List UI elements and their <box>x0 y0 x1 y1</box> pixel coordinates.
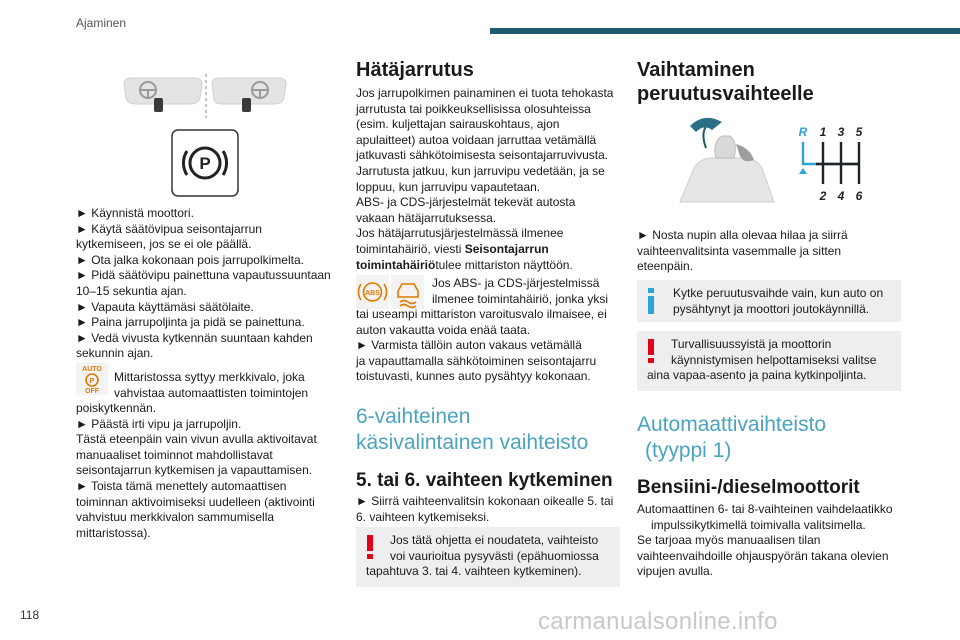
text-line: mittaristossa). <box>76 525 151 540</box>
warning-text-cont <box>366 564 618 580</box>
text-line: aina vapaa-asento ja paina kytkinpoljinta. <box>647 368 867 382</box>
warning-text-cont <box>647 368 899 384</box>
gear-pattern-diagram <box>796 124 868 204</box>
gear-label-r: R <box>798 125 808 139</box>
heading-emergency-braking: Hätäjarrutus <box>356 59 474 81</box>
text-line: ► Päästä irti vipu ja jarrupoljin. <box>76 416 242 431</box>
gear-label-1: 1 <box>819 125 827 139</box>
text-line: jatkuvasti sähkötoimisesta seisontajarruvivusta. <box>356 148 609 163</box>
warning-icon <box>646 339 656 363</box>
heading-line: peruutusvaihteelle <box>637 83 814 105</box>
text-line: Jos ABS- ja CDS-järjestelmissä <box>432 276 600 290</box>
text-line: toiminnan aktivoimiseksi uudelleen (aktivointi <box>76 494 315 509</box>
text-line <box>356 242 622 258</box>
text-line: apulaitteet) autoa voidaan jarruttaa vetämällä <box>356 132 597 147</box>
svg-text:P: P <box>199 154 211 173</box>
text-line: 10–15 sekuntia ajan. <box>76 283 187 298</box>
text-line: eteenpäin. <box>637 259 694 274</box>
text-line: ► Käytä säätövipua seisontajarrun <box>76 221 262 236</box>
col3-body <box>637 228 907 275</box>
col1-icon-note <box>114 370 336 401</box>
wheel-left-icon <box>124 78 202 112</box>
text-line: vahvistaa automaattisten toimintojen <box>114 385 309 400</box>
text-line: ► Pidä säätövipu painettuna vapautussuuntaan <box>76 268 331 283</box>
heading-5th-6th-gear: 5. tai 6. vaihteen kytkeminen <box>356 470 613 491</box>
heading-line: Automaattivaihteisto <box>637 413 827 436</box>
warning-box-gear <box>356 527 620 587</box>
text-line: Jos jarrupolkimen painaminen ei tuota tehokasta <box>356 86 614 100</box>
wheel-right-icon <box>212 78 286 112</box>
text-line: ► Siirrä vaihteenvalitsin kokonaan oikealle 5. tai <box>356 494 614 508</box>
text-line: Jarrutusta jatkuu, kun jarruvipu vedetään, ja se <box>356 163 605 178</box>
text-line: ► Paina jarrupoljinta ja pidä se painettuna. <box>76 315 305 330</box>
text-line: sekunnin ajan. <box>76 346 154 361</box>
page-number: 118 <box>20 608 40 622</box>
gear-label-5: 5 <box>855 125 863 139</box>
text-line: ► Vedä vivusta kytkennän suuntaan kahden <box>76 330 313 345</box>
bold-message: Seisontajarrun <box>464 241 549 256</box>
heading-petrol-diesel: Bensiini-/dieselmoottorit <box>637 477 860 498</box>
text-line: (esim. kuljettajan sairauskohtaus, ajon <box>356 117 560 132</box>
text-line: jarrutusta tai poikkeuksellisissa olosuhteissa <box>356 101 591 116</box>
auto-off-icon <box>76 363 108 395</box>
text-line: ABS- ja CDS-järjestelmät tekevät autosta <box>356 195 576 210</box>
text-line <box>356 258 622 274</box>
col3-sub <box>637 502 912 580</box>
svg-text:P: P <box>89 378 95 385</box>
heading-line: käsivalintainen vaihteisto <box>356 431 589 454</box>
text-line: poiskytkennän. <box>76 401 157 415</box>
text-line: käynnistymisen helpottamiseksi valitse <box>671 352 877 367</box>
abs-note <box>432 276 622 307</box>
text-line: Kytke peruutusvaihde vain, kun auto on <box>673 286 884 300</box>
text-line: vipujen avulla. <box>637 564 714 579</box>
warning-icon <box>365 535 375 559</box>
header-bar <box>490 28 960 34</box>
warning-text <box>390 533 618 564</box>
col1-after <box>76 401 338 541</box>
gear-label-3: 3 <box>837 125 845 139</box>
heading-reverse-gear <box>637 58 907 106</box>
text-line: auton vakautta voida enää taata. <box>356 322 531 337</box>
text-line: Mittaristossa syttyy merkkivalo, joka <box>114 370 305 384</box>
heading-line: 6-vaihteinen <box>356 405 471 428</box>
text-line: vaihteenvaihdoille ohjauspyörän takana olevien <box>637 548 889 563</box>
text-line: ► Ota jalka kokonaan pois jarrupolkimelta. <box>76 252 304 267</box>
col2-body <box>356 86 622 273</box>
text-line: ► Käynnistä moottori. <box>76 206 194 220</box>
text-line: voi vaurioitua pysyvästi (epähuomiossa <box>390 548 599 563</box>
abs-cds-icons <box>356 275 424 309</box>
info-box-reverse <box>637 280 901 322</box>
text-line: Jos hätäjarrutusjärjestelmässä ilmenee <box>356 226 564 241</box>
svg-text:ABS: ABS <box>365 290 380 297</box>
parking-brake-icon <box>171 129 239 197</box>
text-line: ilmenee toimintahäiriö, jonka yksi <box>432 291 609 306</box>
text-line: manuaaliset toiminnot mahdollistavat <box>76 447 273 462</box>
text-line: vahvistuu merkkivalon sammumisella <box>76 510 275 525</box>
text-line: loppuu, kun jarruvipu vapautetaan. <box>356 179 541 194</box>
text-line: Tästä eteenpäin vain vivun avulla aktivoitavat <box>76 432 317 447</box>
col2-sub <box>356 494 626 525</box>
col2-rest <box>356 307 622 385</box>
text-line: tapahtuva 3. tai 4. vaihteen kytkeminen). <box>366 564 582 578</box>
text-line: vakaan hätäjarrutuksessa. <box>356 210 497 225</box>
auto-label: AUTO <box>82 366 102 373</box>
heading-line: (tyyppi 1) <box>645 439 732 462</box>
text-line: toistuvasti, kunnes auto pysähtyy kokonaan. <box>356 369 591 384</box>
text-line: tai useampi mittariston varoitusvalo ilmaisee, ei <box>356 307 607 321</box>
gear-label-6: 6 <box>855 189 863 203</box>
text-line: Se tarjoaa myös manuaalisen tilan <box>637 533 821 548</box>
text-span: toimintahäiriö, viesti <box>356 241 465 256</box>
text-line: Jos tätä ohjetta ei noudateta, vaihteisto <box>390 533 599 547</box>
heading-line: Vaihtaminen <box>637 59 755 81</box>
heading-automatic-gearbox <box>637 412 907 464</box>
warning-text <box>671 337 899 368</box>
gear-lever-illustration <box>660 112 780 208</box>
heading-manual-gearbox <box>356 404 626 456</box>
text-line: pysähtynyt ja moottori joutokäynnillä. <box>673 301 870 316</box>
warning-box-reverse <box>637 331 901 391</box>
text-span: tulee mittariston näyttöön. <box>435 257 573 272</box>
info-icon <box>647 288 655 314</box>
text-line: impulssikytkimellä toimivalla valitsimella. <box>651 517 866 532</box>
text-line: kytkemiseen, jos se ei ole päällä. <box>76 237 252 252</box>
text-line: ► Nosta nupin alla olevaa hilaa ja siirrä <box>637 228 848 242</box>
bold-message: toimintahäiriö <box>356 257 436 272</box>
text-line: 6. vaihteen kytkemiseksi. <box>356 509 490 524</box>
lever-illustration <box>118 72 288 122</box>
col1-steps <box>76 206 338 362</box>
section-title: Ajaminen <box>76 16 127 30</box>
info-text <box>673 286 899 317</box>
gear-label-2: 2 <box>819 189 827 203</box>
watermark: carmanualsonline.info <box>538 608 778 635</box>
text-line: vaihteenvalitsinta vasemmalle ja sitten <box>637 243 842 258</box>
text-line: ja vapauttamalla sähkötoiminen seisontajarru <box>356 353 597 368</box>
text-line: ► Vapauta käyttämäsi säätölaite. <box>76 299 254 314</box>
text-line: ► Varmista tällöin auton vakaus vetämällä <box>356 338 582 353</box>
text-line: Turvallisuussyistä ja moottorin <box>671 337 832 351</box>
text-line: Automaattinen 6- tai 8-vaihteinen vaihdelaatikko <box>637 502 893 516</box>
gear-label-4: 4 <box>837 189 845 203</box>
text-line: ► Toista tämä menettely automaattisen <box>76 478 287 493</box>
off-label: OFF <box>85 388 99 395</box>
text-line: seisontajarrun kytkemisen ja vapauttamisen. <box>76 463 313 478</box>
